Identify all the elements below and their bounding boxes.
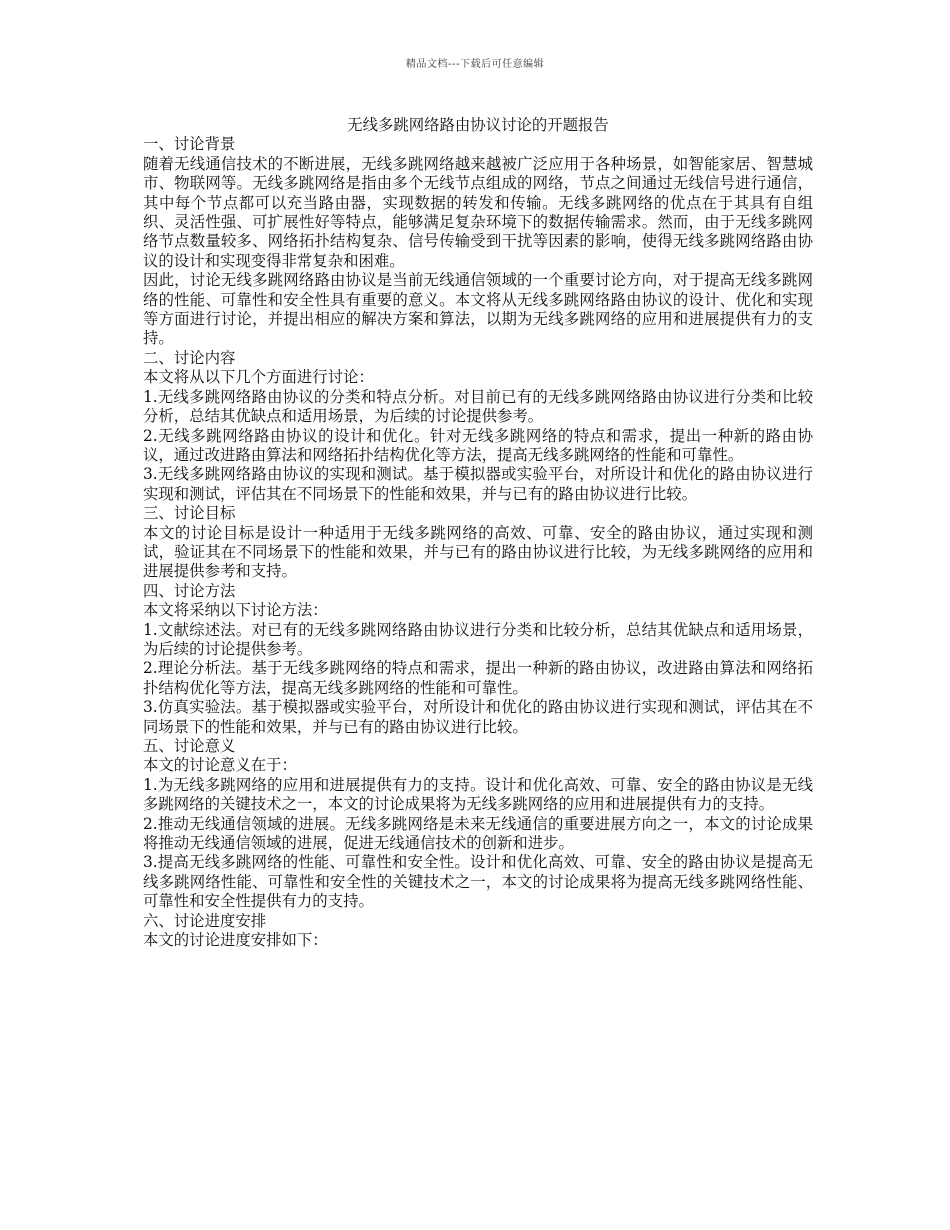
paragraph: 本文的讨论目标是设计一种适用于无线多跳网络的高效、可靠、安全的路由协议，通过实现和测试，验证其在不同场景下的性能和效果，并与已有的路由协议进行比较，为无线多跳网络的应用和进展提供参考和支持。: [143, 523, 813, 581]
paragraph: 本文将从以下几个方面进行讨论：: [143, 368, 374, 387]
list-item: 2.理论分析法。基于无线多跳网络的特点和需求，提出一种新的路由协议，改进路由算法和网络拓扑结构优化等方法，提高无线多跳网络的性能和可靠性。: [143, 659, 813, 697]
paragraph: 本文将采纳以下讨论方法：: [143, 601, 328, 620]
list-item: 2.推动无线通信领域的进展。无线多跳网络是未来无线通信的重要进展方向之一，本文的讨论成果将推动无线通信领域的进展，促进无线通信技术的创新和进步。: [143, 814, 813, 853]
list-item: 2.无线多跳网络路由协议的设计和优化。针对无线多跳网络的特点和需求，提出一种新的路由协议，通过改进路由算法和网络拓扑结构优化等方法，提高无线多跳网络的性能和可靠性。: [143, 426, 813, 464]
list-item: 3.无线多跳网络路由协议的实现和测试。基于模拟器或实验平台，对所设计和优化的路由协议进行实现和测试，评估其在不同场景下的性能和效果，并与已有的路由协议进行比较。: [143, 465, 813, 503]
page-header: 精品文档---下载后可任意编辑: [405, 59, 545, 70]
document-title: 无线多跳网络路由协议讨论的开题报告: [347, 116, 609, 134]
paragraph: 因此，讨论无线多跳网络路由协议是当前无线通信领域的一个重要讨论方向，对于提高无线多跳网络的性能、可靠性和安全性具有重要的意义。本文将从无线多跳网络路由协议的设计、优化和实现等方面进行讨论，并提出相应的解决方案和算法，以期为无线多跳网络的应用和进展提供有力的支持。: [143, 271, 813, 348]
section-heading-method: 四、讨论方法: [143, 581, 236, 600]
section-heading-background: 一、讨论背景: [143, 135, 236, 154]
paragraph: 本文的讨论进度安排如下：: [143, 931, 328, 950]
section-heading-schedule: 六、讨论进度安排: [143, 911, 267, 930]
list-item: 3.仿真实验法。基于模拟器或实验平台，对所设计和优化的路由协议进行实现和测试，评估其在不同场景下的性能和效果，并与已有的路由协议进行比较。: [143, 698, 813, 736]
section-heading-content: 二、讨论内容: [143, 348, 236, 367]
list-item: 3.提高无线多跳网络的性能、可靠性和安全性。设计和优化高效、可靠、安全的路由协议是提高无线多跳网络性能、可靠性和安全性的关键技术之一，本文的讨论成果将为提高无线多跳网络性能、可靠性和安全性提供有力的支持。: [143, 853, 813, 911]
list-item: 1.文献综述法。对已有的无线多跳网络路由协议进行分类和比较分析，总结其优缺点和适用场景，为后续的讨论提供参考。: [143, 620, 813, 658]
section-heading-significance: 五、讨论意义: [143, 737, 236, 755]
list-item: 1.为无线多跳网络的应用和进展提供有力的支持。设计和优化高效、可靠、安全的路由协议是无线多跳网络的关键技术之一，本文的讨论成果将为无线多跳网络的应用和进展提供有力的支持。: [143, 775, 813, 814]
document-body: [143, 116, 813, 950]
paragraph: 随着无线通信技术的不断进展，无线多跳网络越来越被广泛应用于各种场景，如智能家居、智慧城市、物联网等。无线多跳网络是指由多个无线节点组成的网络，节点之间通过无线信号进行通信，其中每个节点都可以充当路由器，实现数据的转发和传输。无线多跳网络的优点在于其具有自组织、灵活性强、可扩展性好等特点，能够满足复杂环境下的数据传输需求。然而，由于无线多跳网络节点数量较多、网络拓扑结构复杂、信号传输受到干扰等因素的影响，使得无线多跳网络路由协议的设计和实现变得非常复杂和困难。: [143, 154, 813, 270]
list-item: 1.无线多跳网络路由协议的分类和特点分析。对目前已有的无线多跳网络路由协议进行分类和比较分析，总结其优缺点和适用场景，为后续的讨论提供参考。: [143, 387, 813, 426]
section-heading-goal: 三、讨论目标: [143, 504, 236, 523]
paragraph: 本文的讨论意义在于：: [143, 756, 297, 775]
